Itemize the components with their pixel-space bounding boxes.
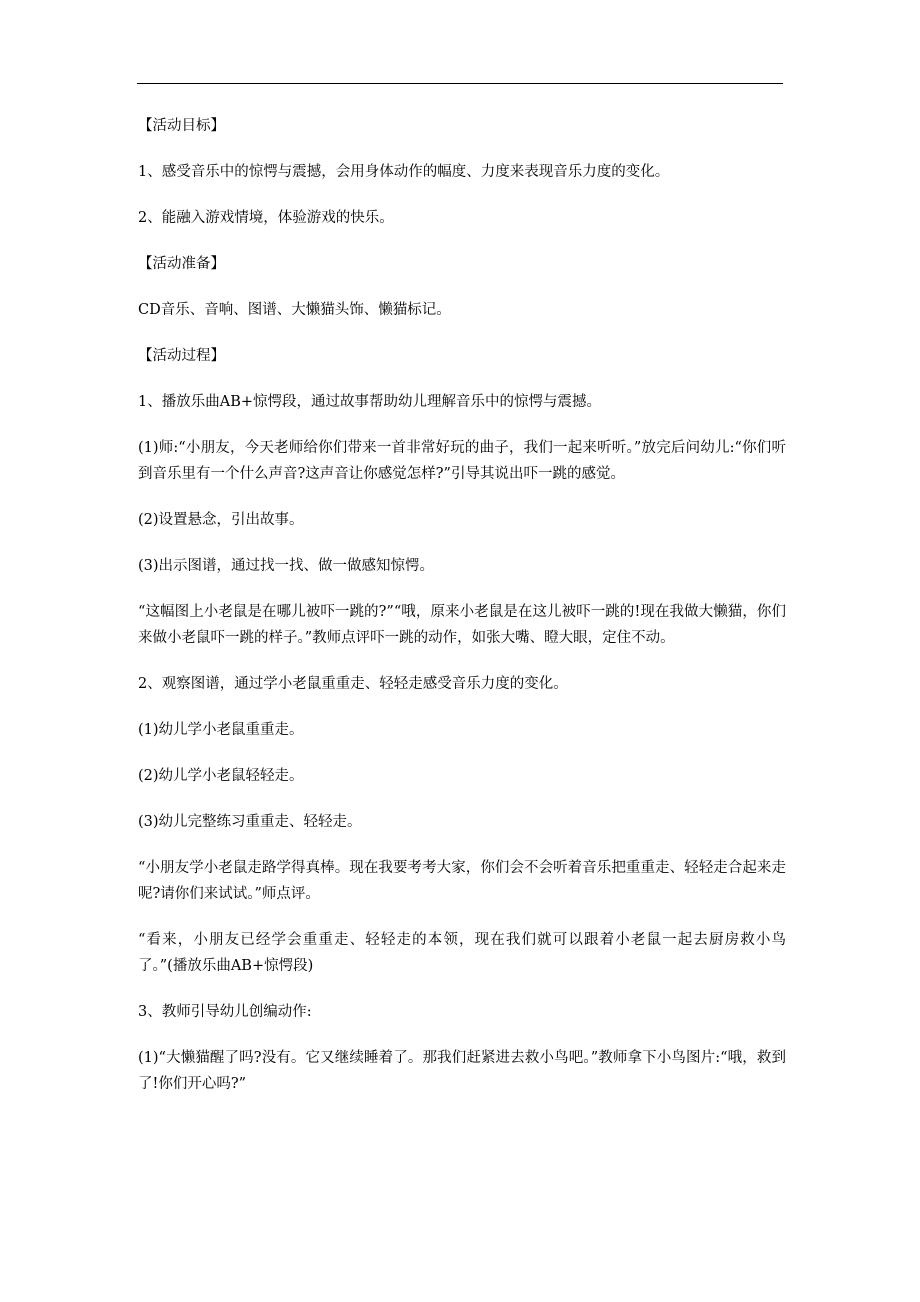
process-step-2-dialogue-2: “看来，小朋友已经学会重重走、轻轻走的本领，现在我们就可以跟着小老鼠一起去厨房救小鸟了。”(播放乐曲AB+惊愕段) — [138, 932, 786, 974]
document-body — [138, 113, 786, 1117]
process-step-1: 1、播放乐曲AB+惊愕段，通过故事帮助幼儿理解音乐中的惊愕与震撼。 — [138, 394, 601, 410]
header-rule — [137, 83, 783, 84]
process-step-3: 3、教师引导幼儿创编动作: — [138, 1004, 312, 1020]
process-step-2: 2、观察图谱，通过学小老鼠重重走、轻轻走感受音乐力度的变化。 — [138, 676, 568, 692]
process-step-2-sub-2: (2)幼儿学小老鼠轻轻走。 — [138, 768, 304, 784]
section-heading-goals: 【活动目标】 — [138, 118, 225, 134]
section-heading-preparation: 【活动准备】 — [138, 256, 225, 272]
process-step-1-sub-2: (2)设置悬念，引出故事。 — [138, 512, 304, 528]
goal-item-1: 1、感受音乐中的惊愕与震撼，会用身体动作的幅度、力度来表现音乐力度的变化。 — [138, 164, 670, 180]
process-step-3-sub-1: (1)“大懒猫醒了吗?没有。它又继续睡着了。那我们赶紧进去救小鸟吧。”教师拿下小鸟图片:“哦，救到了!你们开心吗?” — [138, 1050, 786, 1092]
process-step-1-dialogue: “这幅图上小老鼠是在哪儿被吓一跳的?”“哦，原来小老鼠是在这儿被吓一跳的!现在我做大懒猫，你们来做小老鼠吓一跳的样子。”教师点评吓一跳的动作，如张大嘴、瞪大眼，定住不动。 — [138, 604, 786, 646]
process-step-2-sub-1: (1)幼儿学小老鼠重重走。 — [138, 722, 304, 738]
section-heading-process: 【活动过程】 — [138, 348, 225, 364]
preparation-text: CD音乐、音响、图谱、大懒猫头饰、懒猫标记。 — [138, 302, 451, 318]
process-step-2-dialogue-1: “小朋友学小老鼠走路学得真棒。现在我要考考大家，你们会不会听着音乐把重重走、轻轻走合起来走呢?请你们来试试。”师点评。 — [138, 860, 786, 902]
goal-item-2: 2、能融入游戏情境，体验游戏的快乐。 — [138, 210, 394, 226]
process-step-1-sub-1: (1)师:“小朋友，今天老师给你们带来一首非常好玩的曲子，我们一起来听听。”放完后问幼儿:“你们听到音乐里有一个什么声音?这声音让你感觉怎样?”引导其说出吓一跳的感觉。 — [138, 440, 786, 482]
process-step-1-sub-3: (3)出示图谱，通过找一找、做一做感知惊愕。 — [138, 558, 435, 574]
process-step-2-sub-3: (3)幼儿完整练习重重走、轻轻走。 — [138, 814, 362, 830]
